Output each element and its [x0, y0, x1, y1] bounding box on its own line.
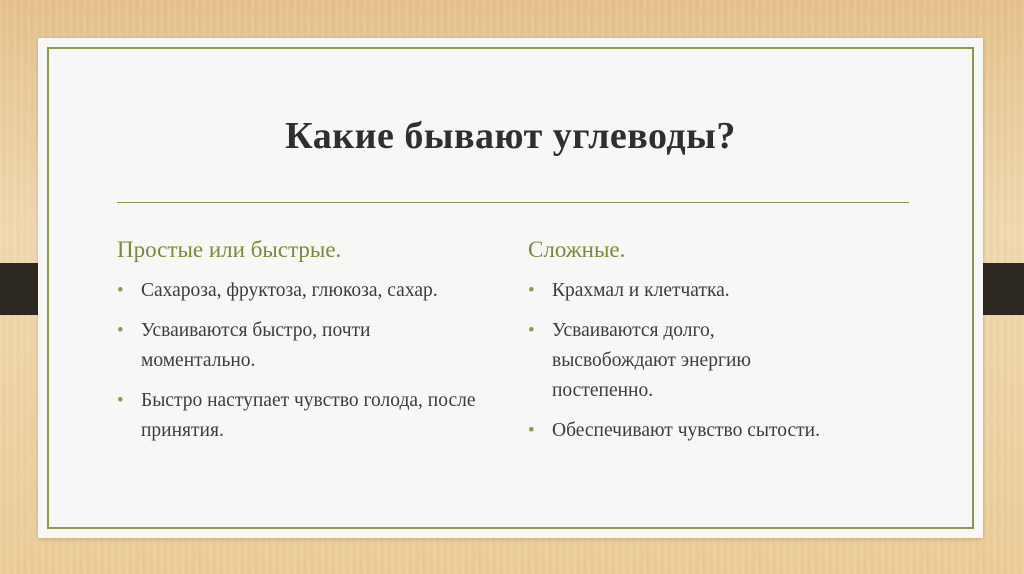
bullet-icon: •	[117, 280, 124, 301]
bullet-icon: •	[528, 420, 535, 441]
list-item-text: Усваиваются долго, высвобождают энергию постепенно.	[552, 320, 751, 401]
list-item	[117, 386, 511, 446]
title-divider	[117, 202, 909, 203]
bullet-icon: •	[528, 320, 535, 341]
list-item-text: Сахароза, фруктоза, глюкоза, сахар.	[141, 280, 438, 301]
complex-carbs-list	[528, 276, 858, 446]
bullet-icon: •	[117, 390, 124, 411]
complex-carbs-column	[528, 236, 858, 456]
list-item	[528, 416, 912, 446]
simple-carbs-list	[117, 276, 497, 446]
list-item-text: Быстро наступает чувство голода, после принятия.	[141, 390, 476, 441]
simple-carbs-column	[117, 236, 497, 456]
list-item-text: Крахмал и клетчатка.	[552, 280, 730, 301]
bullet-icon: •	[117, 320, 124, 341]
bullet-icon: •	[528, 280, 535, 301]
list-item-text: Усваиваются быстро, почти моментально.	[141, 320, 371, 371]
simple-carbs-heading: Простые или быстрые.	[117, 237, 342, 262]
list-item	[528, 276, 858, 306]
slide-title: Какие бывают углеводы?	[285, 115, 736, 157]
list-item	[528, 316, 842, 406]
list-item	[117, 316, 461, 376]
slide-card	[38, 38, 983, 538]
list-item-text: Обеспечивают чувство сытости.	[552, 420, 820, 441]
list-item	[117, 276, 461, 306]
complex-carbs-heading: Сложные.	[528, 237, 626, 262]
